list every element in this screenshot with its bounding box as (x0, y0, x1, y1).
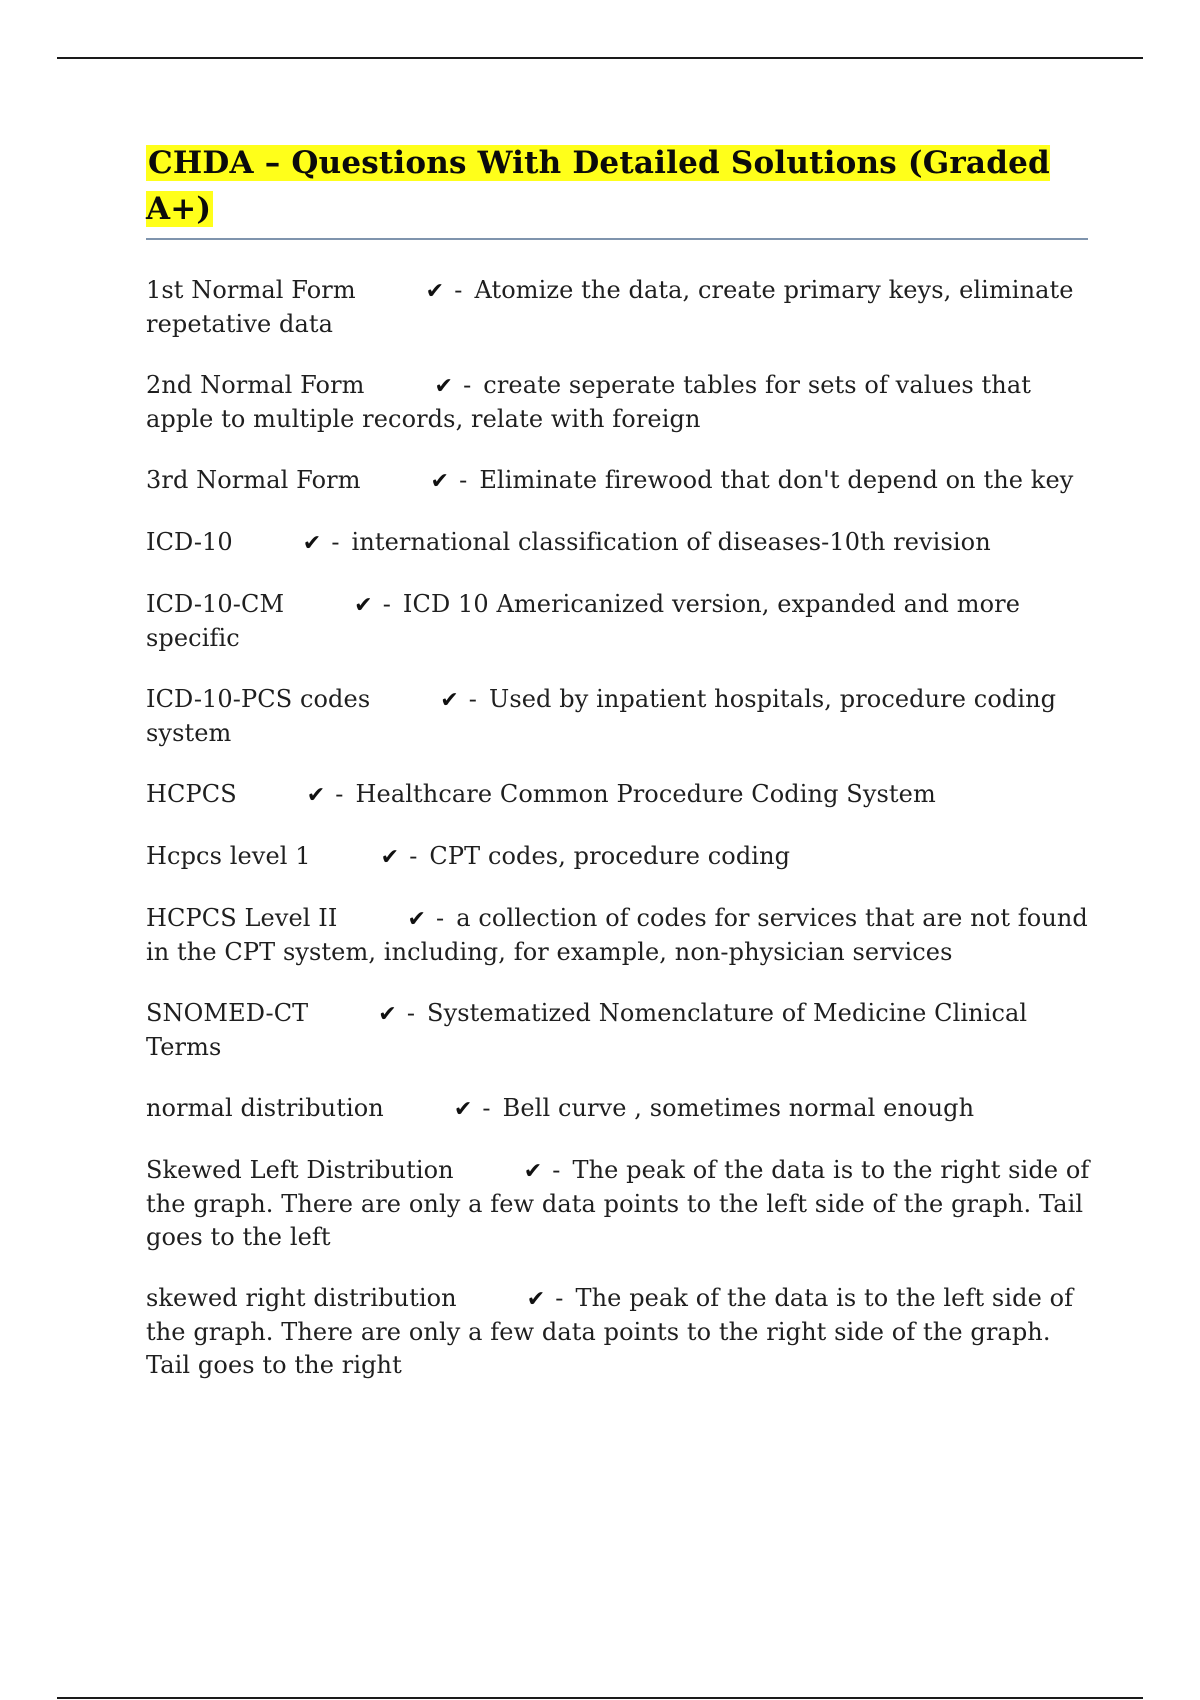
checkmark-icon: ✔ (526, 1287, 546, 1312)
checkmark-icon: ✔ (380, 845, 400, 870)
qa-entry (146, 526, 1090, 560)
entry-definition: create seperate tables for sets of values that apple to multiple records, relate with foreign (146, 371, 1031, 433)
checkmark-icon: ✔ (378, 1002, 397, 1027)
entry-definition: Atomize the data, create primary keys, eliminate repetative data (146, 276, 1074, 338)
separator-dash: - (468, 685, 478, 713)
entry-term: 2nd Normal Form (146, 371, 365, 399)
qa-entry (146, 274, 1090, 341)
separator-dash: - (331, 528, 340, 556)
separator-dash: - (463, 371, 472, 399)
separator-dash: - (555, 1284, 564, 1312)
entry-definition: Bell curve , sometimes normal enough (502, 1094, 975, 1122)
checkmark-icon: ✔ (306, 783, 326, 808)
qa-entry (146, 778, 1090, 812)
checkmark-icon: ✔ (453, 1097, 473, 1122)
qa-entry (146, 369, 1090, 436)
entry-definition: a collection of codes for services that are not found in the CPT system, including, for example, non-physician services (146, 904, 1088, 966)
entry-definition: Systematized Nomenclature of Medicine Clinical Terms (146, 999, 1028, 1061)
checkmark-icon: ✔ (440, 688, 459, 713)
document-title: CHDA – Questions With Detailed Solutions (Graded A+) (146, 145, 1050, 227)
entry-definition: CPT codes, procedure coding (429, 842, 791, 870)
qa-entry (146, 683, 1090, 750)
entry-term: ICD-10 (146, 528, 233, 556)
checkmark-icon: ✔ (302, 531, 322, 556)
qa-entry (146, 1092, 1090, 1126)
qa-entry (146, 840, 1090, 874)
entry-term: HCPCS (146, 780, 237, 808)
title-block (146, 140, 1088, 240)
separator-dash: - (552, 1156, 561, 1184)
entry-term: ICD-10-CM (146, 590, 285, 618)
entry-term: normal distribution (146, 1094, 384, 1122)
separator-dash: - (382, 590, 391, 618)
entry-term: SNOMED-CT (146, 999, 309, 1027)
entry-term: skewed right distribution (146, 1284, 457, 1312)
qa-entry (146, 1154, 1090, 1254)
entry-term: 1st Normal Form (146, 276, 356, 304)
separator-dash: - (482, 1094, 491, 1122)
entry-definition: The peak of the data is to the right side of the graph. There are only a few data points to the left side of the graph. Tail goes to the left (146, 1156, 1090, 1251)
entry-definition: Healthcare Common Procedure Coding System (355, 780, 936, 808)
footer-rule (57, 1697, 1143, 1699)
separator-dash: - (454, 276, 463, 304)
document-body (146, 140, 1090, 1410)
entry-term: Skewed Left Distribution (146, 1156, 454, 1184)
entry-definition: Eliminate firewood that don't depend on the key (479, 466, 1074, 494)
checkmark-icon: ✔ (354, 593, 373, 618)
entry-definition: ICD 10 Americanized version, expanded and more specific (146, 590, 1021, 652)
entry-definition: The peak of the data is to the left side of the graph. There are only a few data points to the right side of the graph. Tail goes to the right (146, 1284, 1074, 1379)
entry-definition: Used by inpatient hospitals, procedure coding system (146, 685, 1057, 747)
separator-dash: - (409, 842, 418, 870)
qa-entry (146, 464, 1090, 498)
entry-term: ICD-10-PCS codes (146, 685, 371, 713)
separator-dash: - (436, 904, 445, 932)
checkmark-icon: ✔ (430, 469, 450, 494)
separator-dash: - (335, 780, 344, 808)
entry-term: Hcpcs level 1 (146, 842, 311, 870)
entry-definition: international classification of diseases-10th revision (351, 528, 991, 556)
separator-dash: - (406, 999, 416, 1027)
qa-entry (146, 588, 1090, 655)
qa-entry (146, 1282, 1090, 1382)
qa-entry (146, 902, 1090, 969)
checkmark-icon: ✔ (434, 374, 454, 399)
qa-list (146, 274, 1090, 1382)
entry-term: 3rd Normal Form (146, 466, 361, 494)
qa-entry (146, 997, 1090, 1064)
separator-dash: - (459, 466, 468, 494)
checkmark-icon: ✔ (407, 907, 426, 932)
header-rule (57, 57, 1143, 59)
entry-term: HCPCS Level II (146, 904, 338, 932)
checkmark-icon: ✔ (523, 1159, 543, 1184)
checkmark-icon: ✔ (425, 279, 445, 304)
